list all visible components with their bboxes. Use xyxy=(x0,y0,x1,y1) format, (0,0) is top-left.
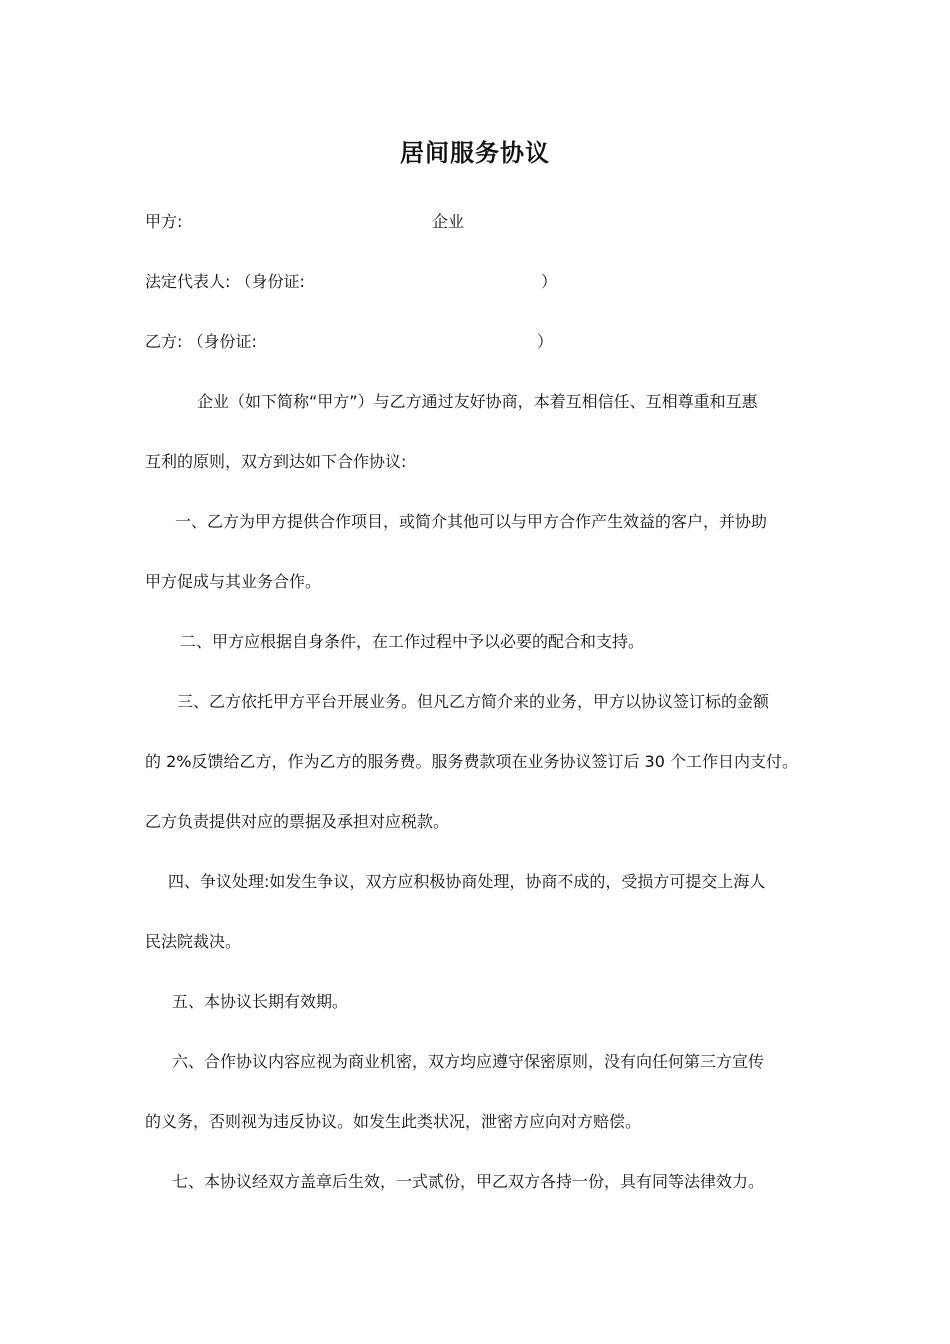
clause-1-line-2: 甲方促成与其业务合作。 xyxy=(145,572,322,591)
intro-line-2: 互利的原则，双方到达如下合作协议: xyxy=(145,452,407,471)
party-b-label: 乙方: （身份证: xyxy=(145,332,257,351)
legal-representative-close-paren: ） xyxy=(541,272,558,291)
legal-representative-label: 法定代表人: （身份证: xyxy=(145,272,305,291)
clause-2: 二、甲方应根据自身条件，在工作过程中予以必要的配合和支持。 xyxy=(180,632,645,651)
document-title: 居间服务协议 xyxy=(400,138,550,167)
clause-7: 七、本协议经双方盖章后生效，一式贰份，甲乙双方各持一份，具有同等法律效力。 xyxy=(172,1172,765,1191)
clause-3-line-1: 三、乙方依托甲方平台开展业务。但凡乙方简介来的业务，甲方以协议签订标的金额 xyxy=(177,692,770,711)
clause-6-line-2: 的义务，否则视为违反协议。如发生此类状况，泄密方应向对方赔偿。 xyxy=(145,1112,642,1131)
party-a-label: 甲方: xyxy=(145,212,183,231)
clause-4-line-2: 民法院裁决。 xyxy=(145,932,242,951)
clause-3-line-3: 乙方负责提供对应的票据及承担对应税款。 xyxy=(145,812,450,831)
party-a-enterprise: 企业 xyxy=(432,212,465,231)
clause-6-line-1: 六、合作协议内容应视为商业机密，双方均应遵守保密原则，没有向任何第三方宣传 xyxy=(172,1052,765,1071)
party-b-close-paren: ） xyxy=(537,332,554,351)
clause-4-line-1: 四、争议处理:如发生争议，双方应积极协商处理，协商不成的，受损方可提交上海人 xyxy=(168,872,766,891)
clause-3-line-2: 的 2%反馈给乙方，作为乙方的服务费。服务费款项在业务协议签订后 30 个工作日内支付。 xyxy=(145,752,799,771)
clause-5: 五、本协议长期有效期。 xyxy=(172,992,349,1011)
clause-1-line-1: 一、乙方为甲方提供合作项目，或简介其他可以与甲方合作产生效益的客户，并协助 xyxy=(175,512,768,531)
intro-line-1: 企业（如下简称“甲方”）与乙方通过友好协商，本着互相信任、互相尊重和互惠 xyxy=(197,392,758,411)
